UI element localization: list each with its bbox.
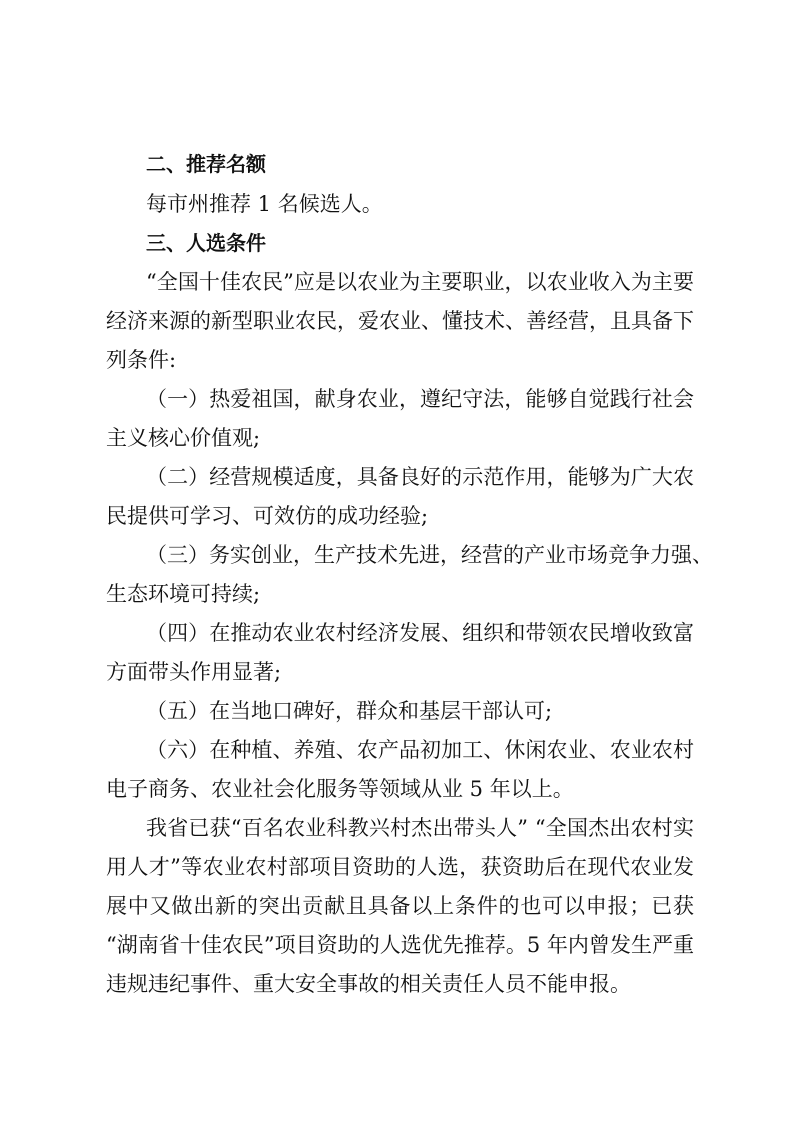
paragraph-line: 主义核心价值观; [106,426,261,450]
criteria-item-3: （三）务实创业，生产技术先进，经营的产业市场竞争力强、 [146,543,713,567]
paragraph-line: 每市州推荐 1 名候选人。 [146,192,383,216]
section-heading-criteria: 三、人选条件 [146,231,266,255]
paragraph-line: “全国十佳农民”应是以农业为主要职业，以农业收入为主要 [146,270,694,294]
paragraph-line: 民提供可学习、可效仿的成功经验; [106,504,429,528]
paragraph-line: 经济来源的新型职业农民，爱农业、懂技术、善经营，且具备下 [106,309,694,333]
paragraph-line: 用人才”等农业农村部项目资助的人选，获资助后在现代农业发 [106,855,694,879]
criteria-item-4: （四）在推动农业农村经济发展、组织和带领农民增收致富 [146,621,694,645]
criteria-item-1: （一）热爱祖国，献身农业，遵纪守法，能够自觉践行社会 [146,387,694,411]
paragraph-line: “湖南省十佳农民”项目资助的人选优先推荐。5 年内曾发生严重 [106,933,694,957]
paragraph-line: 展中又做出新的突出贡献且具备以上条件的也可以申报；已获 [106,894,694,918]
paragraph-line: 我省已获“百名农业科教兴村杰出带头人” “全国杰出农村实 [146,816,694,840]
section-heading-quota: 二、推荐名额 [146,152,266,176]
criteria-item-2: （二）经营规模适度，具备良好的示范作用，能够为广大农 [146,465,694,489]
paragraph-line: 电子商务、农业社会化服务等领域从业 5 年以上。 [106,777,574,801]
criteria-item-6: （六）在种植、养殖、农产品初加工、休闲农业、农业农村 [146,738,694,762]
paragraph-line: 违规违纪事件、重大安全事故的相关责任人员不能申报。 [106,972,631,996]
criteria-item-5: （五）在当地口碑好，群众和基层干部认可; [146,699,553,723]
paragraph-line: 列条件: [106,348,177,372]
paragraph-line: 方面带头作用显著; [106,660,282,684]
paragraph-line: 生态环境可持续; [106,582,261,606]
